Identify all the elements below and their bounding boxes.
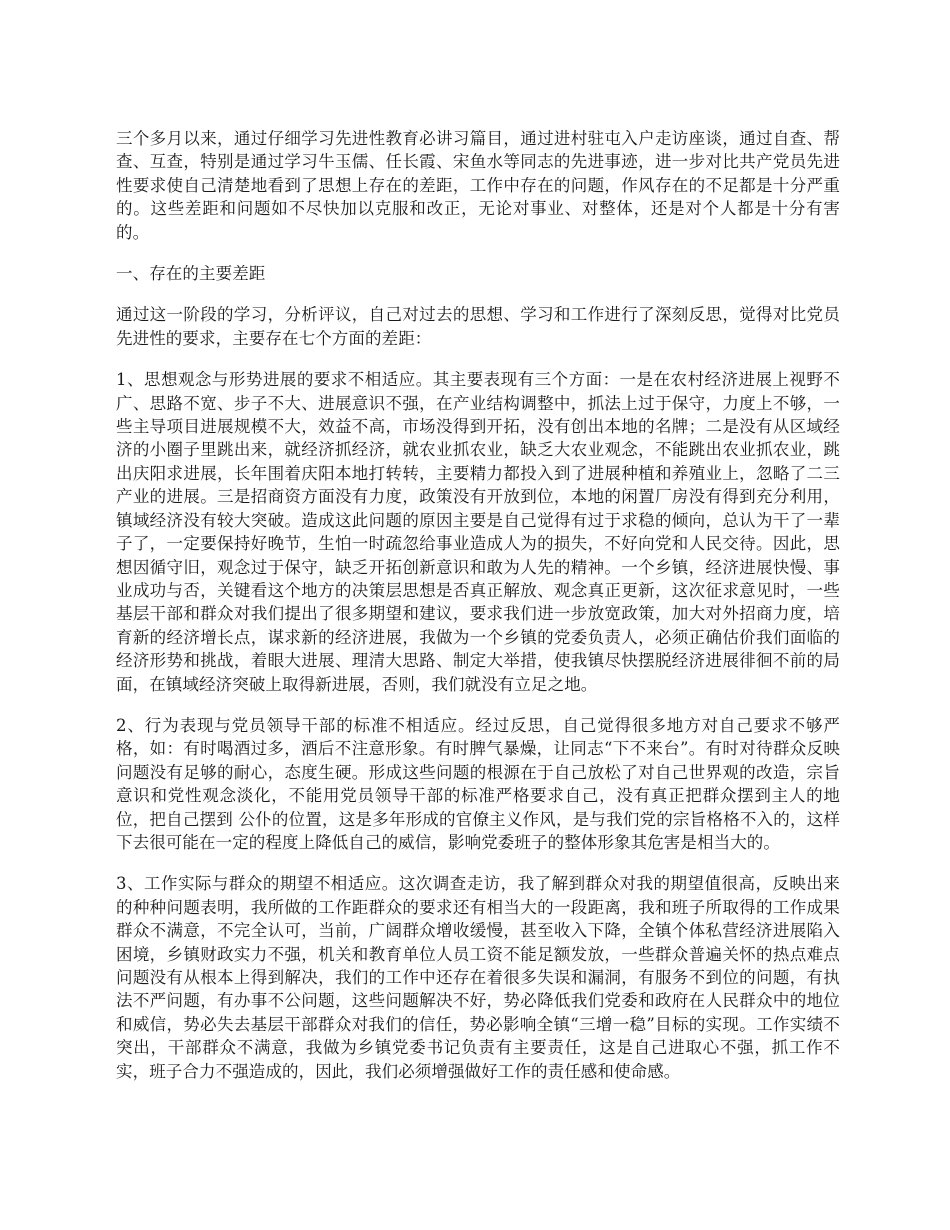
point-1-paragraph: 1、思想观念与形势进展的要求不相适应。其主要表现有三个方面：一是在农村经济进展上视野不广、思路不宽、步子不大、进展意识不强，在产业结构调整中，抓法上过于保守，力度上不够，一些主导项目进展规模不大，效益不高，市场没得到开拓，没有创出本地的名牌；二是没有从区域经济的小圈子里跳出来，就经济抓经济，就农业抓农业，缺乏大农业观念，不能跳出农业抓农业，跳出庆阳求进展，长年围着庆阳本地打转转，主要精力都投入到了进展种植和养殖业上，忽略了二三产业的进展。三是招商资方面没有力度，政策没有开放到位，本地的闲置厂房没有得到充分利用，镇域经济没有较大突破。造成这此问题的原因主要是自己觉得有过于求稳的倾向，总认为干了一辈子了，一定要保持好晚节，生怕一时疏忽给事业造成人为的损失，不好向党和人民交待。因此，思想因循守旧，观念过于保守，缺乏开拓创新意识和敢为人先的精神。一个乡镇，经济进展快慢、事业成功与否，关键看这个地方的决策层思想是否真正解放、观念真正更新，这次征求意见时，一些基层干部和群众对我们提出了很多期望和建议，要求我们进一步放宽政策，加大对外招商力度，培育新的经济增长点，谋求新的经济进展，我做为一个乡镇的党委负责人，必须正确估价我们面临的经济形势和挑战，着眼大进展、理清大思路、制定大举措，使我镇尽快摆脱经济进展徘徊不前的局面，在镇域经济突破上取得新进展，否则，我们就没有立足之地。 (116, 370, 840, 694)
point-2-paragraph: 2、行为表现与党员领导干部的标准不相适应。经过反思，自己觉得很多地方对自己要求不够严格，如：有时喝酒过多，酒后不注意形象。有时脾气暴燥，让同志“下不来台”。有时对待群众反映问题没有足够的耐心，态度生硬。形成这些问题的根源在于自己放松了对自己世界观的改造，宗旨意识和党性观念淡化，不能用党员领导干部的标准严格要求自己，没有真正把群众摆到主人的地位，把自己摆到 公仆的位置，这是多年形成的官僚主义作风，是与我们党的宗旨格格不入的，这样下去很可能在一定的程度上降低自己的威信，影响党委班子的整体形象其危害是相当大的。 (116, 715, 840, 852)
section-heading: 一、存在的主要差距 (116, 264, 266, 284)
document-body (116, 127, 840, 1101)
section-intro-paragraph: 通过这一阶段的学习，分析评议，自己对过去的思想、学习和工作进行了深刻反思，觉得对比党员先进性的要求，主要存在七个方面的差距： (116, 305, 840, 348)
intro-paragraph: 三个多月以来，通过仔细学习先进性教育必讲习篇目，通过进村驻屯入户走访座谈，通过自查、帮查、互查，特别是通过学习牛玉儒、任长霞、宋鱼水等同志的先进事迹，进一步对比共产党员先进性要求使自己清楚地看到了思想上存在的差距，工作中存在的问题，作风存在的不足都是十分严重的。这些差距和问题如不尽快加以克服和改正，无论对事业、对整体，还是对个人都是十分有害的。 (116, 129, 840, 242)
point-3-paragraph: 3、工作实际与群众的期望不相适应。这次调查走访，我了解到群众对我的期望值很高，反映出来的种种问题表明，我所做的工作距群众的要求还有相当大的一段距离，我和班子所取得的工作成果群众不满意，不完全认可，当前，广阔群众增收缓慢，甚至收入下降，全镇个体私营经济进展陷入困境，乡镇财政实力不强，机关和教育单位人员工资不能足额发放，一些群众普遍关怀的热点难点问题没有从根本上得到解决，我们的工作中还存在着很多失误和漏洞，有服务不到位的问题，有执法不严问题，有办事不公问题，这些问题解决不好，势必降低我们党委和政府在人民群众中的地位和威信，势必失去基层干部群众对我们的信任，势必影响全镇“三增一稳”目标的实现。工作实绩不突出，干部群众不满意，我做为乡镇党委书记负责有主要责任，这是自己进取心不强，抓工作不实，班子合力不强造成的，因此，我们必须增强做好工作的责任感和使命感。 (116, 874, 840, 1081)
